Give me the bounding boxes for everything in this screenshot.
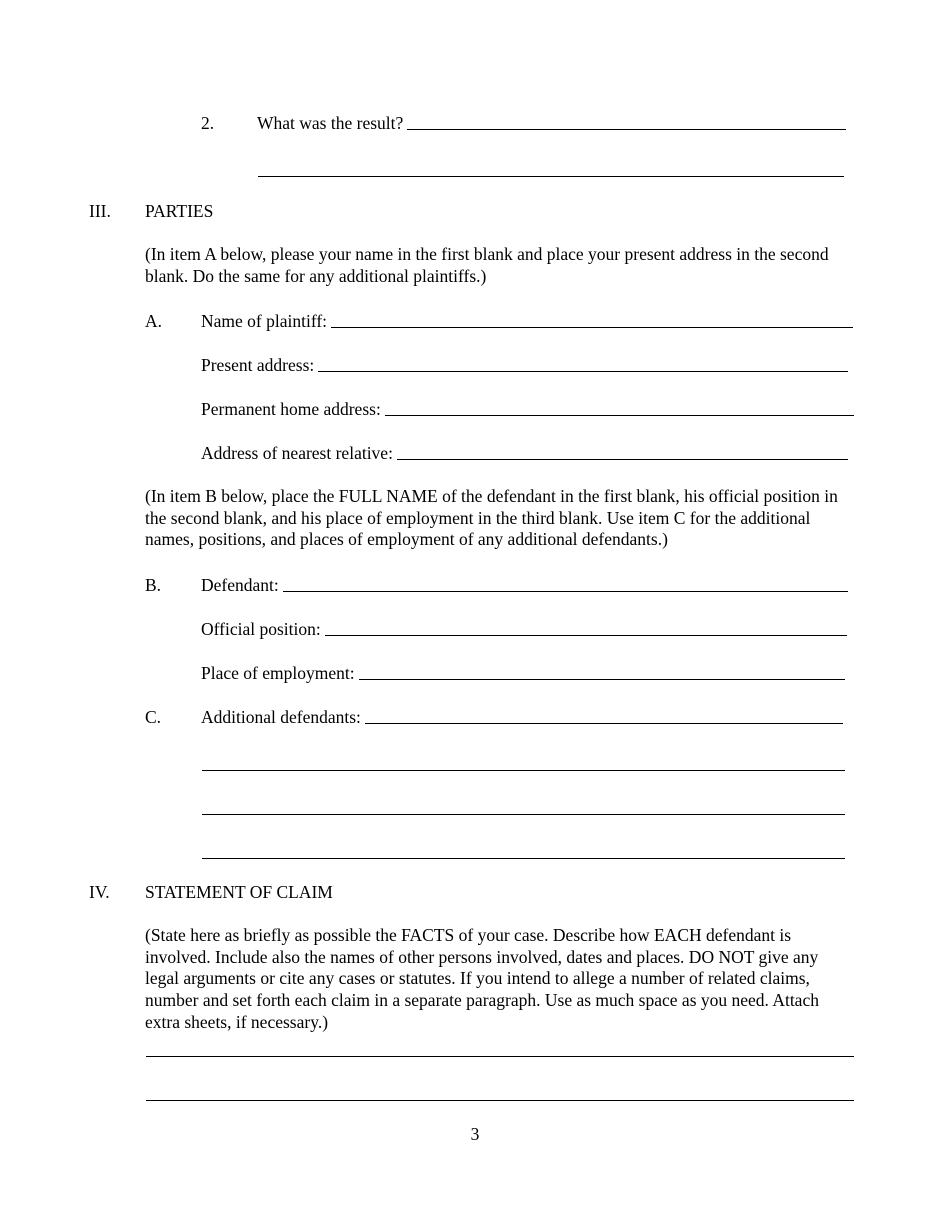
section-iii-numeral: III. xyxy=(89,201,111,221)
additional-defendants-field[interactable] xyxy=(201,706,843,728)
result-blank[interactable] xyxy=(407,115,846,130)
instructions-item-a: (In item A below, please your name in the first blank and place your present address in the second blank. Do the same for any additional plaintiffs.) xyxy=(145,244,829,286)
relative-address-field[interactable] xyxy=(201,442,848,464)
plaintiff-name-label: Name of plaintiff: xyxy=(201,311,328,331)
permanent-address-blank[interactable] xyxy=(385,401,854,416)
place-of-employment-blank[interactable] xyxy=(359,665,845,680)
permanent-address-field[interactable] xyxy=(201,398,854,420)
claim-line[interactable] xyxy=(146,1056,854,1057)
item-a-letter: A. xyxy=(145,311,163,331)
present-address-field[interactable] xyxy=(201,354,848,376)
statement-of-claim-instructions: (State here as briefly as possible the FACTS of your case. Describe how EACH defendant is involved. Include also the names of other persons involved, dates and places. DO NOT give any legal arguments or cite any cases or statutes. If you intend to allege a number of related claims, number and set forth each claim in a separate paragraph. Use as much space as you need. Attach extra sheets, if necessary.) xyxy=(145,925,819,1032)
result-field[interactable] xyxy=(257,112,846,134)
additional-defendants-line[interactable] xyxy=(202,814,845,815)
relative-address-label: Address of nearest relative: xyxy=(201,443,393,463)
additional-defendants-blank[interactable] xyxy=(365,709,843,724)
section-iii-heading: PARTIES xyxy=(145,201,214,221)
present-address-label: Present address: xyxy=(201,355,315,375)
defendant-label: Defendant: xyxy=(201,575,279,595)
result-continuation-line[interactable] xyxy=(258,176,844,177)
claim-line[interactable] xyxy=(146,1100,854,1101)
relative-address-blank[interactable] xyxy=(397,445,848,460)
instructions-item-b: (In item B below, place the FULL NAME of the defendant in the first blank, his official position in the second blank, and his place of employment in the third blank. Use item C for the additional names, positions, and places of employment of any additional defendants.) xyxy=(145,486,838,550)
permanent-address-label: Permanent home address: xyxy=(201,399,381,419)
additional-defendants-line[interactable] xyxy=(202,858,845,859)
place-of-employment-label: Place of employment: xyxy=(201,663,355,683)
page-number: 3 xyxy=(470,1124,480,1144)
defendant-blank[interactable] xyxy=(283,577,848,592)
plaintiff-name-field[interactable] xyxy=(201,310,853,332)
result-label: What was the result? xyxy=(257,113,404,133)
section-iv-numeral: IV. xyxy=(89,882,110,902)
additional-defendants-line[interactable] xyxy=(202,770,845,771)
defendant-field[interactable] xyxy=(201,574,848,596)
present-address-blank[interactable] xyxy=(318,357,848,372)
item-number: 2. xyxy=(201,113,215,133)
plaintiff-name-blank[interactable] xyxy=(331,313,853,328)
official-position-label: Official position: xyxy=(201,619,321,639)
item-b-letter: B. xyxy=(145,575,162,595)
additional-defendants-label: Additional defendants: xyxy=(201,707,361,727)
item-c-letter: C. xyxy=(145,707,162,727)
official-position-field[interactable] xyxy=(201,618,847,640)
place-of-employment-field[interactable] xyxy=(201,662,845,684)
official-position-blank[interactable] xyxy=(325,621,847,636)
section-iv-heading: STATEMENT OF CLAIM xyxy=(145,882,333,902)
